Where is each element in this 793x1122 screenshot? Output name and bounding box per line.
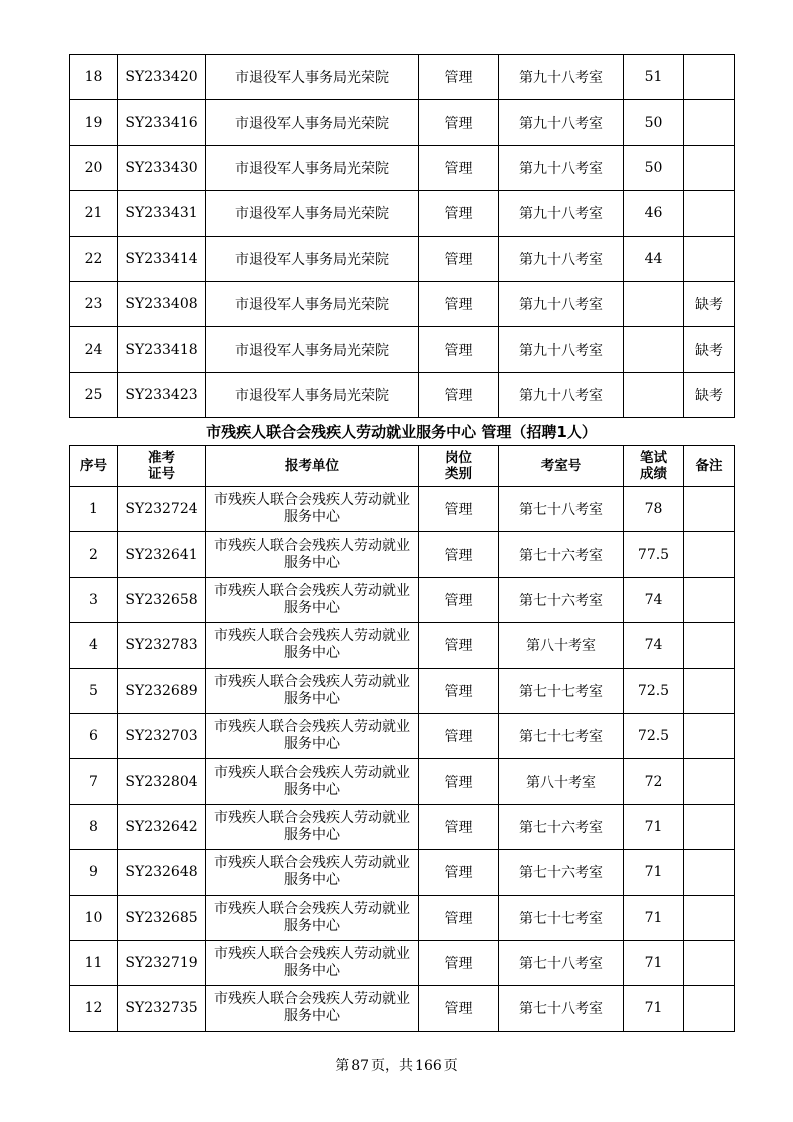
- cell-unit-line2: 服务中心: [284, 690, 340, 707]
- table-row: [70, 281, 735, 326]
- cell-category: 管理: [419, 145, 499, 190]
- cell-room: 第七十八考室: [499, 986, 624, 1031]
- cell-score: [624, 281, 684, 326]
- cell-room: 第九十八考室: [499, 55, 624, 100]
- cell-exam-id: SY232648: [118, 850, 206, 895]
- cell-note: 缺考: [684, 281, 735, 326]
- cell-category: 管理: [419, 191, 499, 236]
- cell-serial-number: 2: [70, 532, 118, 577]
- cell-exam-id: SY232641: [118, 532, 206, 577]
- cell-score: 74: [624, 577, 684, 622]
- table-row: [70, 145, 735, 190]
- cell-room: 第九十八考室: [499, 100, 624, 145]
- cell-unit: [206, 850, 419, 895]
- cell-note: [684, 487, 735, 532]
- cell-room: 第八十考室: [499, 623, 624, 668]
- cell-category: 管理: [419, 713, 499, 758]
- cell-exam-id: SY233423: [118, 372, 206, 417]
- cell-room: 第七十七考室: [499, 668, 624, 713]
- cell-room: 第七十六考室: [499, 532, 624, 577]
- table-row: [70, 623, 735, 668]
- cell-unit-line2: 服务中心: [284, 736, 340, 753]
- table-row: [70, 487, 735, 532]
- cell-note: [684, 100, 735, 145]
- cell-serial-number: 22: [70, 236, 118, 281]
- cell-score: 71: [624, 804, 684, 849]
- cell-score: 78: [624, 487, 684, 532]
- header-category-line2: 类别: [445, 466, 472, 482]
- cell-note: [684, 668, 735, 713]
- header-note: 备注: [684, 446, 735, 487]
- cell-room: 第九十八考室: [499, 191, 624, 236]
- cell-unit: [206, 532, 419, 577]
- cell-score: 71: [624, 850, 684, 895]
- cell-room: 第七十八考室: [499, 487, 624, 532]
- table-row: [70, 940, 735, 985]
- table-header-row: [70, 446, 735, 487]
- cell-note: [684, 804, 735, 849]
- cell-serial-number: 25: [70, 372, 118, 417]
- header-score-line1: 笔试: [640, 450, 667, 466]
- header-exam-id-line2: 证号: [148, 466, 175, 482]
- cell-exam-id: SY232719: [118, 940, 206, 985]
- cell-room: 第七十七考室: [499, 895, 624, 940]
- cell-score: 50: [624, 145, 684, 190]
- cell-note: [684, 623, 735, 668]
- table-row: [70, 850, 735, 895]
- table-row: [70, 236, 735, 281]
- header-unit: 报考单位: [206, 446, 419, 487]
- cell-unit: [206, 487, 419, 532]
- cell-room: 第九十八考室: [499, 327, 624, 372]
- cell-category: 管理: [419, 372, 499, 417]
- table-row: [70, 986, 735, 1031]
- cell-note: [684, 986, 735, 1031]
- cell-unit-line2: 服务中心: [284, 872, 340, 889]
- cell-category: 管理: [419, 986, 499, 1031]
- cell-exam-id: SY232689: [118, 668, 206, 713]
- cell-category: 管理: [419, 532, 499, 577]
- cell-unit-line2: 服务中心: [284, 826, 340, 843]
- cell-serial-number: 9: [70, 850, 118, 895]
- cell-score: 44: [624, 236, 684, 281]
- table-row: [70, 191, 735, 236]
- page-footer: [0, 1055, 793, 1075]
- cell-score: 51: [624, 55, 684, 100]
- cell-unit: [206, 623, 419, 668]
- cell-room: 第七十六考室: [499, 577, 624, 622]
- cell-unit: 市退役军人事务局光荣院: [206, 236, 419, 281]
- cell-score: 50: [624, 100, 684, 145]
- cell-exam-id: SY232658: [118, 577, 206, 622]
- cell-score: [624, 327, 684, 372]
- cell-exam-id: SY232703: [118, 713, 206, 758]
- cell-unit: 市退役军人事务局光荣院: [206, 145, 419, 190]
- cell-unit-line1: 市残疾人联合会残疾人劳动就业: [214, 628, 410, 645]
- cell-score: 71: [624, 895, 684, 940]
- results-table-disability-center: [69, 445, 735, 1032]
- cell-unit: [206, 668, 419, 713]
- cell-unit-line1: 市残疾人联合会残疾人劳动就业: [214, 764, 410, 781]
- cell-category: 管理: [419, 940, 499, 985]
- cell-note: [684, 895, 735, 940]
- cell-serial-number: 5: [70, 668, 118, 713]
- cell-exam-id: SY233416: [118, 100, 206, 145]
- footer-current-page: 87: [351, 1058, 370, 1074]
- cell-score: 71: [624, 986, 684, 1031]
- cell-unit-line2: 服务中心: [284, 599, 340, 616]
- footer-middle: 页，共: [371, 1058, 414, 1074]
- cell-unit-line1: 市残疾人联合会残疾人劳动就业: [214, 673, 410, 690]
- header-category-line1: 岗位: [445, 450, 472, 466]
- cell-exam-id: SY233414: [118, 236, 206, 281]
- cell-unit-line2: 服务中心: [284, 509, 340, 526]
- cell-score: 77.5: [624, 532, 684, 577]
- cell-note: [684, 55, 735, 100]
- cell-score: 46: [624, 191, 684, 236]
- cell-serial-number: 1: [70, 487, 118, 532]
- cell-room: 第九十八考室: [499, 281, 624, 326]
- cell-serial-number: 20: [70, 145, 118, 190]
- cell-exam-id: SY233431: [118, 191, 206, 236]
- table-row: [70, 895, 735, 940]
- cell-category: 管理: [419, 759, 499, 804]
- footer-prefix: 第: [335, 1058, 350, 1074]
- cell-category: 管理: [419, 236, 499, 281]
- cell-serial-number: 21: [70, 191, 118, 236]
- cell-serial-number: 6: [70, 713, 118, 758]
- cell-unit-line1: 市残疾人联合会残疾人劳动就业: [214, 537, 410, 554]
- cell-unit-line2: 服务中心: [284, 554, 340, 571]
- cell-note: 缺考: [684, 372, 735, 417]
- cell-score: 71: [624, 940, 684, 985]
- cell-note: [684, 850, 735, 895]
- table-row: [70, 804, 735, 849]
- cell-exam-id: SY233408: [118, 281, 206, 326]
- cell-exam-id: SY232783: [118, 623, 206, 668]
- cell-category: 管理: [419, 55, 499, 100]
- cell-unit: [206, 759, 419, 804]
- header-exam-id-line1: 准考: [148, 450, 175, 466]
- cell-exam-id: SY232642: [118, 804, 206, 849]
- table-row: [70, 713, 735, 758]
- cell-room: 第七十六考室: [499, 804, 624, 849]
- cell-unit: 市退役军人事务局光荣院: [206, 281, 419, 326]
- cell-room: 第九十八考室: [499, 236, 624, 281]
- cell-exam-id: SY232685: [118, 895, 206, 940]
- results-table-continued: [69, 54, 735, 418]
- cell-category: 管理: [419, 577, 499, 622]
- cell-serial-number: 3: [70, 577, 118, 622]
- table-row: [70, 759, 735, 804]
- cell-category: 管理: [419, 623, 499, 668]
- cell-note: [684, 713, 735, 758]
- cell-room: 第七十八考室: [499, 940, 624, 985]
- cell-unit: 市退役军人事务局光荣院: [206, 372, 419, 417]
- cell-category: 管理: [419, 850, 499, 895]
- cell-category: 管理: [419, 895, 499, 940]
- cell-exam-id: SY233418: [118, 327, 206, 372]
- table-row: [70, 668, 735, 713]
- cell-score: 74: [624, 623, 684, 668]
- cell-room: 第九十八考室: [499, 372, 624, 417]
- header-score: [624, 446, 684, 487]
- cell-serial-number: 10: [70, 895, 118, 940]
- cell-unit: [206, 986, 419, 1031]
- table-row: [70, 55, 735, 100]
- cell-note: [684, 236, 735, 281]
- table-row: [70, 327, 735, 372]
- cell-score: [624, 372, 684, 417]
- cell-score: 72.5: [624, 713, 684, 758]
- cell-exam-id: SY233420: [118, 55, 206, 100]
- cell-room: 第九十八考室: [499, 145, 624, 190]
- cell-unit-line1: 市残疾人联合会残疾人劳动就业: [214, 492, 410, 509]
- cell-room: 第七十七考室: [499, 713, 624, 758]
- table-row: [70, 532, 735, 577]
- cell-unit-line1: 市残疾人联合会残疾人劳动就业: [214, 582, 410, 599]
- cell-unit-line2: 服务中心: [284, 645, 340, 662]
- cell-unit: [206, 804, 419, 849]
- cell-unit-line1: 市残疾人联合会残疾人劳动就业: [214, 809, 410, 826]
- cell-unit: [206, 940, 419, 985]
- footer-suffix: 页: [443, 1058, 458, 1074]
- cell-serial-number: 18: [70, 55, 118, 100]
- cell-exam-id: SY232724: [118, 487, 206, 532]
- cell-category: 管理: [419, 281, 499, 326]
- cell-unit: 市退役军人事务局光荣院: [206, 100, 419, 145]
- cell-score: 72: [624, 759, 684, 804]
- cell-score: 72.5: [624, 668, 684, 713]
- cell-unit-line2: 服务中心: [284, 917, 340, 934]
- cell-note: [684, 532, 735, 577]
- cell-serial-number: 24: [70, 327, 118, 372]
- cell-serial-number: 11: [70, 940, 118, 985]
- cell-unit: [206, 713, 419, 758]
- header-exam-id: [118, 446, 206, 487]
- cell-note: [684, 759, 735, 804]
- cell-unit: [206, 895, 419, 940]
- footer-total-pages: 166: [415, 1058, 442, 1074]
- cell-note: [684, 940, 735, 985]
- cell-room: 第七十六考室: [499, 850, 624, 895]
- cell-serial-number: 12: [70, 986, 118, 1031]
- cell-unit-line1: 市残疾人联合会残疾人劳动就业: [214, 900, 410, 917]
- cell-note: [684, 145, 735, 190]
- cell-serial-number: 8: [70, 804, 118, 849]
- cell-unit-line2: 服务中心: [284, 781, 340, 798]
- cell-unit-line1: 市残疾人联合会残疾人劳动就业: [214, 855, 410, 872]
- cell-category: 管理: [419, 100, 499, 145]
- table-row: [70, 577, 735, 622]
- cell-unit: 市退役军人事务局光荣院: [206, 55, 419, 100]
- cell-unit-line2: 服务中心: [284, 1008, 340, 1025]
- cell-unit-line1: 市残疾人联合会残疾人劳动就业: [214, 946, 410, 963]
- cell-serial-number: 23: [70, 281, 118, 326]
- cell-unit-line1: 市残疾人联合会残疾人劳动就业: [214, 991, 410, 1008]
- cell-serial-number: 4: [70, 623, 118, 668]
- header-room: 考室号: [499, 446, 624, 487]
- cell-category: 管理: [419, 487, 499, 532]
- cell-category: 管理: [419, 327, 499, 372]
- cell-unit: 市退役军人事务局光荣院: [206, 327, 419, 372]
- section-title: 市残疾人联合会残疾人劳动就业服务中心 管理（招聘1人）: [206, 423, 597, 441]
- cell-unit-line2: 服务中心: [284, 963, 340, 980]
- cell-exam-id: SY232735: [118, 986, 206, 1031]
- cell-note: [684, 191, 735, 236]
- table-row: [70, 100, 735, 145]
- cell-exam-id: SY233430: [118, 145, 206, 190]
- header-category: [419, 446, 499, 487]
- cell-category: 管理: [419, 668, 499, 713]
- cell-serial-number: 19: [70, 100, 118, 145]
- cell-serial-number: 7: [70, 759, 118, 804]
- cell-note: 缺考: [684, 327, 735, 372]
- header-score-line2: 成绩: [640, 466, 667, 482]
- cell-unit: 市退役军人事务局光荣院: [206, 191, 419, 236]
- cell-note: [684, 577, 735, 622]
- header-serial-number: 序号: [70, 446, 118, 487]
- table-row: [70, 372, 735, 417]
- cell-room: 第八十考室: [499, 759, 624, 804]
- cell-exam-id: SY232804: [118, 759, 206, 804]
- cell-unit-line1: 市残疾人联合会残疾人劳动就业: [214, 719, 410, 736]
- cell-category: 管理: [419, 804, 499, 849]
- cell-unit: [206, 577, 419, 622]
